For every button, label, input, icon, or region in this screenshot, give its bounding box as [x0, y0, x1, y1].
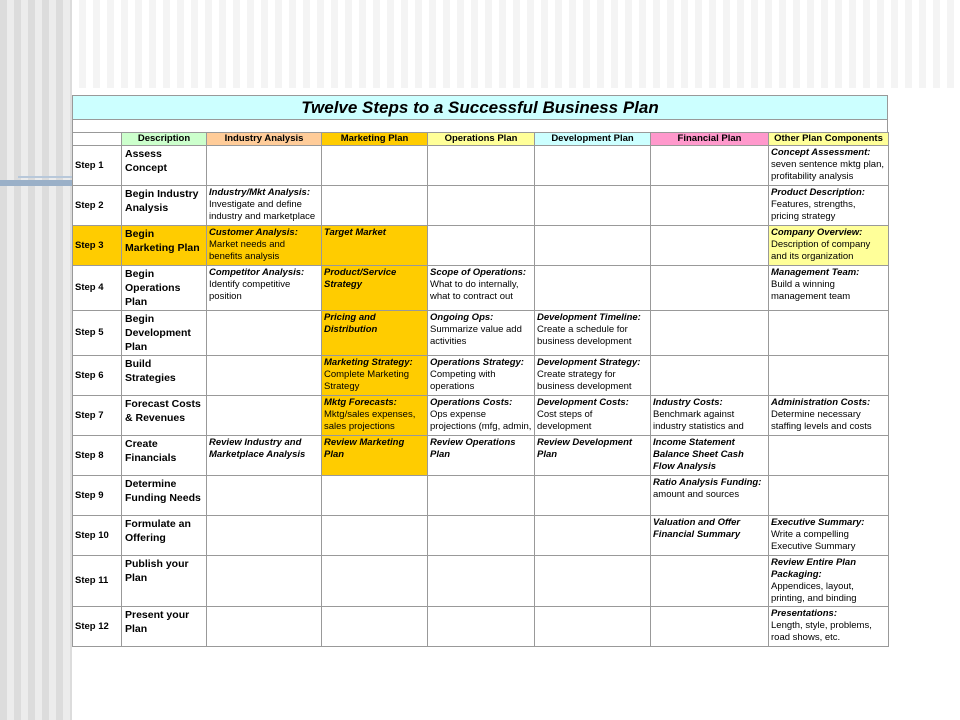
table-row: [73, 356, 889, 396]
operations-cell: [428, 311, 535, 356]
marketing-cell: [322, 311, 428, 356]
operations-cell: [428, 356, 535, 396]
step-label: Step 3: [73, 226, 122, 266]
development-cell: [535, 266, 651, 311]
cell-heading: Development Strategy:: [537, 357, 641, 368]
development-cell: [535, 356, 651, 396]
plan-table: [72, 132, 889, 647]
step-description: Begin Industry Analysis: [122, 186, 207, 226]
step-description: Begin Marketing Plan: [122, 226, 207, 266]
marketing-cell: [322, 186, 428, 226]
header-other-plan-components: Other Plan Components: [769, 133, 889, 146]
financial-cell: [651, 311, 769, 356]
industry-cell: [207, 476, 322, 516]
cell-heading: Operations Strategy:: [430, 357, 524, 368]
financial-cell: [651, 266, 769, 311]
cell-body: Investigate and define industry and marketplace: [209, 199, 316, 222]
cell-body: Complete Marketing Strategy: [324, 369, 410, 392]
cell-body: Market needs and benefits analysis: [209, 239, 286, 262]
step-description: Formulate an Offering: [122, 516, 207, 556]
cell-body: Competing with operations: [430, 369, 496, 392]
cell-heading: Scope of Operations:: [430, 267, 527, 278]
cell-body: Build a winning management team: [771, 279, 851, 302]
marketing-cell: [322, 476, 428, 516]
cell-heading: Pricing and Distribution: [324, 312, 378, 335]
operations-cell: [428, 146, 535, 186]
cell-body: seven sentence mktg plan, profitability analysis: [771, 159, 885, 182]
cell-heading: Review Development Plan: [537, 437, 633, 460]
other-cell: [769, 186, 889, 226]
marketing-cell: [322, 516, 428, 556]
cell-heading: Industry Costs:: [653, 397, 723, 408]
industry-cell: [207, 146, 322, 186]
cell-heading: Income Statement Balance Sheet Cash Flow Analysis: [653, 437, 744, 472]
step-description: Forecast Costs & Revenues: [122, 396, 207, 436]
cell-body: Description of company and its organization: [771, 239, 871, 262]
financial-cell: [651, 516, 769, 556]
table-row: [73, 607, 889, 647]
cell-body: Benchmark against industry statistics and: [653, 409, 744, 432]
operations-cell: [428, 476, 535, 516]
development-cell: [535, 556, 651, 607]
cell-heading: Review Operations Plan: [430, 437, 516, 460]
other-cell: [769, 476, 889, 516]
marketing-cell: [322, 556, 428, 607]
cell-heading: Company Overview:: [771, 227, 863, 238]
cell-heading: Industry/Mkt Analysis:: [209, 187, 311, 198]
header-description: Description: [122, 133, 207, 146]
table-row: [73, 186, 889, 226]
cell-body: Create strategy for business development: [537, 369, 632, 392]
operations-cell: [428, 226, 535, 266]
operations-cell: [428, 396, 535, 436]
accent-line: [0, 180, 72, 186]
step-description: Publish your Plan: [122, 556, 207, 607]
industry-cell: [207, 556, 322, 607]
background-stripes-top: [72, 0, 960, 88]
cell-heading: Review Marketing Plan: [324, 437, 405, 460]
cell-body: Cost steps of development: [537, 409, 593, 432]
other-cell: [769, 556, 889, 607]
industry-cell: [207, 356, 322, 396]
other-cell: [769, 146, 889, 186]
title-spacer: [72, 120, 888, 132]
cell-heading: Product/Service Strategy: [324, 267, 397, 290]
table-row: [73, 436, 889, 476]
table-row: [73, 146, 889, 186]
marketing-cell: [322, 266, 428, 311]
other-cell: [769, 516, 889, 556]
cell-heading: Competitor Analysis:: [209, 267, 305, 278]
industry-cell: [207, 311, 322, 356]
table-row: [73, 476, 889, 516]
development-cell: [535, 396, 651, 436]
financial-cell: [651, 476, 769, 516]
cell-body: Create a schedule for business development: [537, 324, 632, 347]
industry-cell: [207, 516, 322, 556]
cell-heading: Ratio Analysis Funding:: [653, 477, 762, 488]
financial-cell: [651, 356, 769, 396]
cell-heading: Valuation and Offer Financial Summary: [653, 517, 741, 540]
cell-heading: Concept Assessment:: [771, 147, 871, 158]
header-step: [73, 133, 122, 146]
other-cell: [769, 311, 889, 356]
development-cell: [535, 436, 651, 476]
development-cell: [535, 186, 651, 226]
cell-heading: Development Timeline:: [537, 312, 641, 323]
header-operations-plan: Operations Plan: [428, 133, 535, 146]
other-cell: [769, 436, 889, 476]
development-cell: [535, 311, 651, 356]
operations-cell: [428, 186, 535, 226]
cell-body: Mktg/sales expenses, sales projections: [324, 409, 416, 432]
development-cell: [535, 226, 651, 266]
cell-body: Ops expense projections (mfg, admin,: [430, 409, 532, 432]
other-cell: [769, 607, 889, 647]
industry-cell: [207, 396, 322, 436]
financial-cell: [651, 186, 769, 226]
cell-heading: Administration Costs:: [771, 397, 871, 408]
marketing-cell: [322, 607, 428, 647]
background-stripes: [0, 0, 72, 720]
header-industry-analysis: Industry Analysis: [207, 133, 322, 146]
table-row: [73, 226, 889, 266]
table-row: [73, 266, 889, 311]
development-cell: [535, 476, 651, 516]
cell-body: Summarize value add activities: [430, 324, 522, 347]
development-cell: [535, 146, 651, 186]
marketing-cell: [322, 436, 428, 476]
cell-heading: Mktg Forecasts:: [324, 397, 397, 408]
cell-heading: Executive Summary:: [771, 517, 865, 528]
step-label: Step 1: [73, 146, 122, 186]
step-label: Step 7: [73, 396, 122, 436]
cell-heading: Marketing Strategy:: [324, 357, 413, 368]
cell-heading: Review Industry and Marketplace Analysis: [209, 437, 306, 460]
step-label: Step 10: [73, 516, 122, 556]
step-description: Determine Funding Needs: [122, 476, 207, 516]
header-row: [73, 133, 889, 146]
header-financial-plan: Financial Plan: [651, 133, 769, 146]
table-row: [73, 396, 889, 436]
financial-cell: [651, 226, 769, 266]
other-cell: [769, 356, 889, 396]
table-row: [73, 516, 889, 556]
other-cell: [769, 396, 889, 436]
cell-heading: Review Entire Plan Packaging:: [771, 557, 857, 580]
marketing-cell: [322, 356, 428, 396]
marketing-cell: [322, 226, 428, 266]
operations-cell: [428, 516, 535, 556]
cell-heading: Operations Costs:: [430, 397, 513, 408]
step-label: Step 2: [73, 186, 122, 226]
industry-cell: [207, 607, 322, 647]
cell-body: Identify competitive position: [209, 279, 291, 302]
industry-cell: [207, 266, 322, 311]
cell-heading: Product Description:: [771, 187, 865, 198]
financial-cell: [651, 396, 769, 436]
other-cell: [769, 226, 889, 266]
development-cell: [535, 607, 651, 647]
spreadsheet: [72, 95, 888, 647]
step-label: Step 6: [73, 356, 122, 396]
step-description: Build Strategies: [122, 356, 207, 396]
marketing-cell: [322, 396, 428, 436]
step-label: Step 12: [73, 607, 122, 647]
cell-body: Features, strengths, pricing strategy: [771, 199, 856, 222]
financial-cell: [651, 556, 769, 607]
other-cell: [769, 266, 889, 311]
cell-body: Appendices, layout, printing, and binding: [771, 581, 857, 604]
cell-heading: Customer Analysis:: [209, 227, 298, 238]
cell-body: What to do internally, what to contract out: [430, 279, 519, 302]
sheet-title: Twelve Steps to a Successful Business Plan: [72, 95, 888, 120]
header-marketing-plan: Marketing Plan: [322, 133, 428, 146]
cell-heading: Management Team:: [771, 267, 860, 278]
cell-heading: Development Costs:: [537, 397, 629, 408]
cell-body: Length, style, problems, road shows, etc.: [771, 620, 872, 643]
cell-heading: Presentations:: [771, 608, 837, 619]
cell-heading: Ongoing Ops:: [430, 312, 494, 323]
step-label: Step 5: [73, 311, 122, 356]
table-row: [73, 556, 889, 607]
marketing-cell: [322, 146, 428, 186]
operations-cell: [428, 607, 535, 647]
operations-cell: [428, 436, 535, 476]
industry-cell: [207, 186, 322, 226]
step-label: Step 9: [73, 476, 122, 516]
cell-body: amount and sources: [653, 489, 740, 500]
accent-line-thin: [18, 176, 72, 178]
industry-cell: [207, 436, 322, 476]
step-label: Step 8: [73, 436, 122, 476]
financial-cell: [651, 146, 769, 186]
step-description: Begin Operations Plan: [122, 266, 207, 311]
financial-cell: [651, 436, 769, 476]
header-development-plan: Development Plan: [535, 133, 651, 146]
financial-cell: [651, 607, 769, 647]
cell-body: Write a compelling Executive Summary: [771, 529, 856, 552]
cell-heading: Target Market: [324, 227, 386, 238]
operations-cell: [428, 266, 535, 311]
step-description: Present your Plan: [122, 607, 207, 647]
development-cell: [535, 516, 651, 556]
table-row: [73, 311, 889, 356]
step-label: Step 4: [73, 266, 122, 311]
step-description: Begin Development Plan: [122, 311, 207, 356]
industry-cell: [207, 226, 322, 266]
cell-body: Determine necessary staffing levels and costs: [771, 409, 872, 432]
step-label: Step 11: [73, 556, 122, 607]
step-description: Create Financials: [122, 436, 207, 476]
step-description: Assess Concept: [122, 146, 207, 186]
operations-cell: [428, 556, 535, 607]
